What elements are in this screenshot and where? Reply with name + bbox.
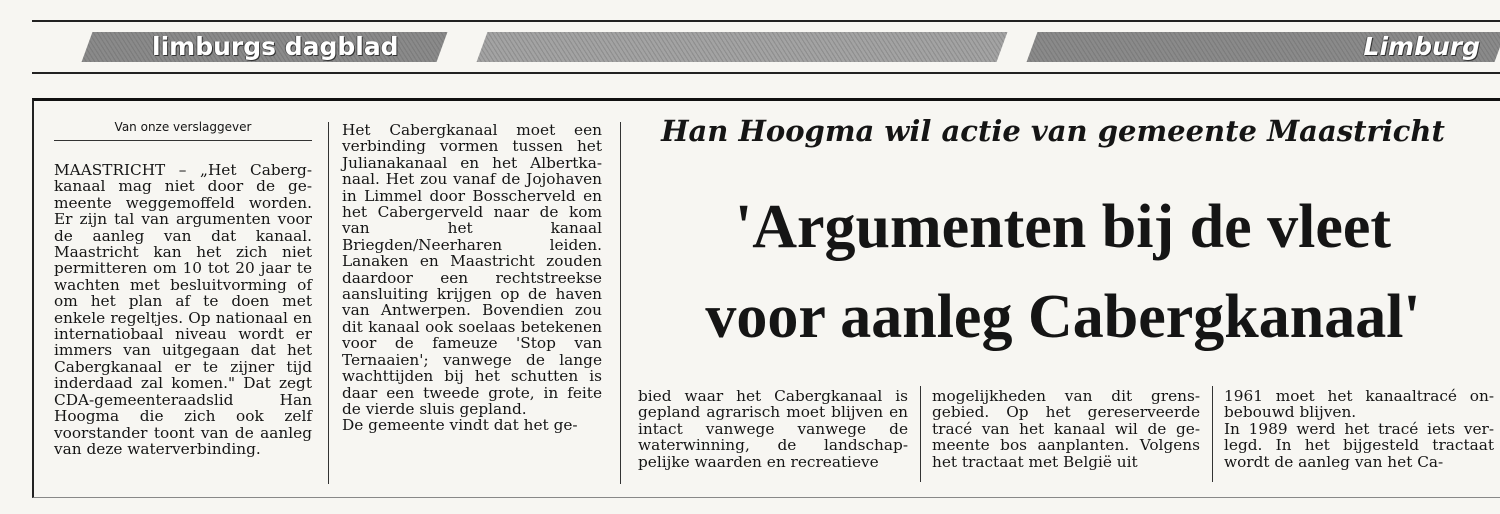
byline: Van onze verslaggever [54, 120, 312, 141]
headline-line-2: voor aanleg Cabergkanaal' [705, 283, 1421, 351]
column-divider [620, 122, 621, 484]
headline-line-1: 'Argumenten bij de vleet [734, 193, 1392, 261]
column-4-text: mogelijkheden van dit grensgebied. Op het gereserveerde tracé van het kanaal wil de gemeente bos aanplanten. Volgens het tractaat met België uit [932, 387, 1200, 471]
column-5-paragraph-2: In 1989 werd het tracé iets verlegd. In het bijgesteld tractaat wordt de aanleg van het Ca- [1224, 419, 1494, 471]
masthead-rule [32, 72, 1500, 74]
newspaper-name: limburgs dagblad [152, 32, 399, 61]
article-column-1 [54, 162, 312, 457]
top-rule [32, 20, 1500, 22]
column-2-paragraph-1: Het Cabergkanaal moet een verbinding vormen tussen het Julianakanaal en het Albertkanaal. Het zou vanaf de Jojohaven in Limmel door Bosscherveld en het Cabergerveld naar de kom van het kanaal Briegden/Neerharen leiden. Lanaken en Maastricht zouden daardoor een rechtstreekse aansluiting krijgen op de haven van Antwerpen. Bovendien zou dit kanaal ook soelaas betekenen voor de fameuze 'Stop van Ternaaien'; vanwege de lange wachttijden bij het schutten is daar een tweede grote, in feite de vierde sluis gepland. [342, 121, 602, 418]
column-1-text: MAASTRICHT – „Het Cabergkanaal mag niet door de gemeente weggemoffeld worden. Er zijn tal van argumenten voor de aanleg van dat kanaal. Maastricht kan het zich niet permitteren om 10 tot 20 jaar te wachten met besluitvorming of om het plan af te doen met enkele regeltjes. Op nationaal en internatiobaal niveau wordt er immers van uitgegaan dat het Cabergkanaal er te zijner tijd inderdaad zal komen." Dat zegt CDA-gemeenteraadslid Han Hoogma die zich ook zelf voorstander toont van de aanleg van deze waterverbinding. [54, 161, 312, 458]
column-5-paragraph-1: 1961 moet het kanaaltracé onbebouwd blijven. [1224, 387, 1494, 422]
column-divider [1212, 386, 1213, 482]
article-kicker: Han Hoogma wil actie van gemeente Maastricht [661, 114, 1445, 148]
column-divider [920, 386, 921, 482]
article-column-3 [638, 388, 908, 470]
column-2-paragraph-2: De gemeente vindt dat het ge- [342, 416, 578, 435]
article-column-5 [1224, 388, 1494, 470]
article-column-2 [342, 122, 602, 434]
article-headline [628, 182, 1498, 362]
column-divider [328, 122, 329, 484]
article-column-4 [932, 388, 1200, 470]
section-name: Limburg [1363, 32, 1480, 61]
column-3-text: bied waar het Cabergkanaal is gepland agrarisch moet blijven en intact vanwege vanwege de waterwinning, de landschappelijke waarden en recreatieve [638, 387, 908, 471]
masthead [32, 24, 1500, 68]
masthead-band-middle [477, 32, 1008, 62]
